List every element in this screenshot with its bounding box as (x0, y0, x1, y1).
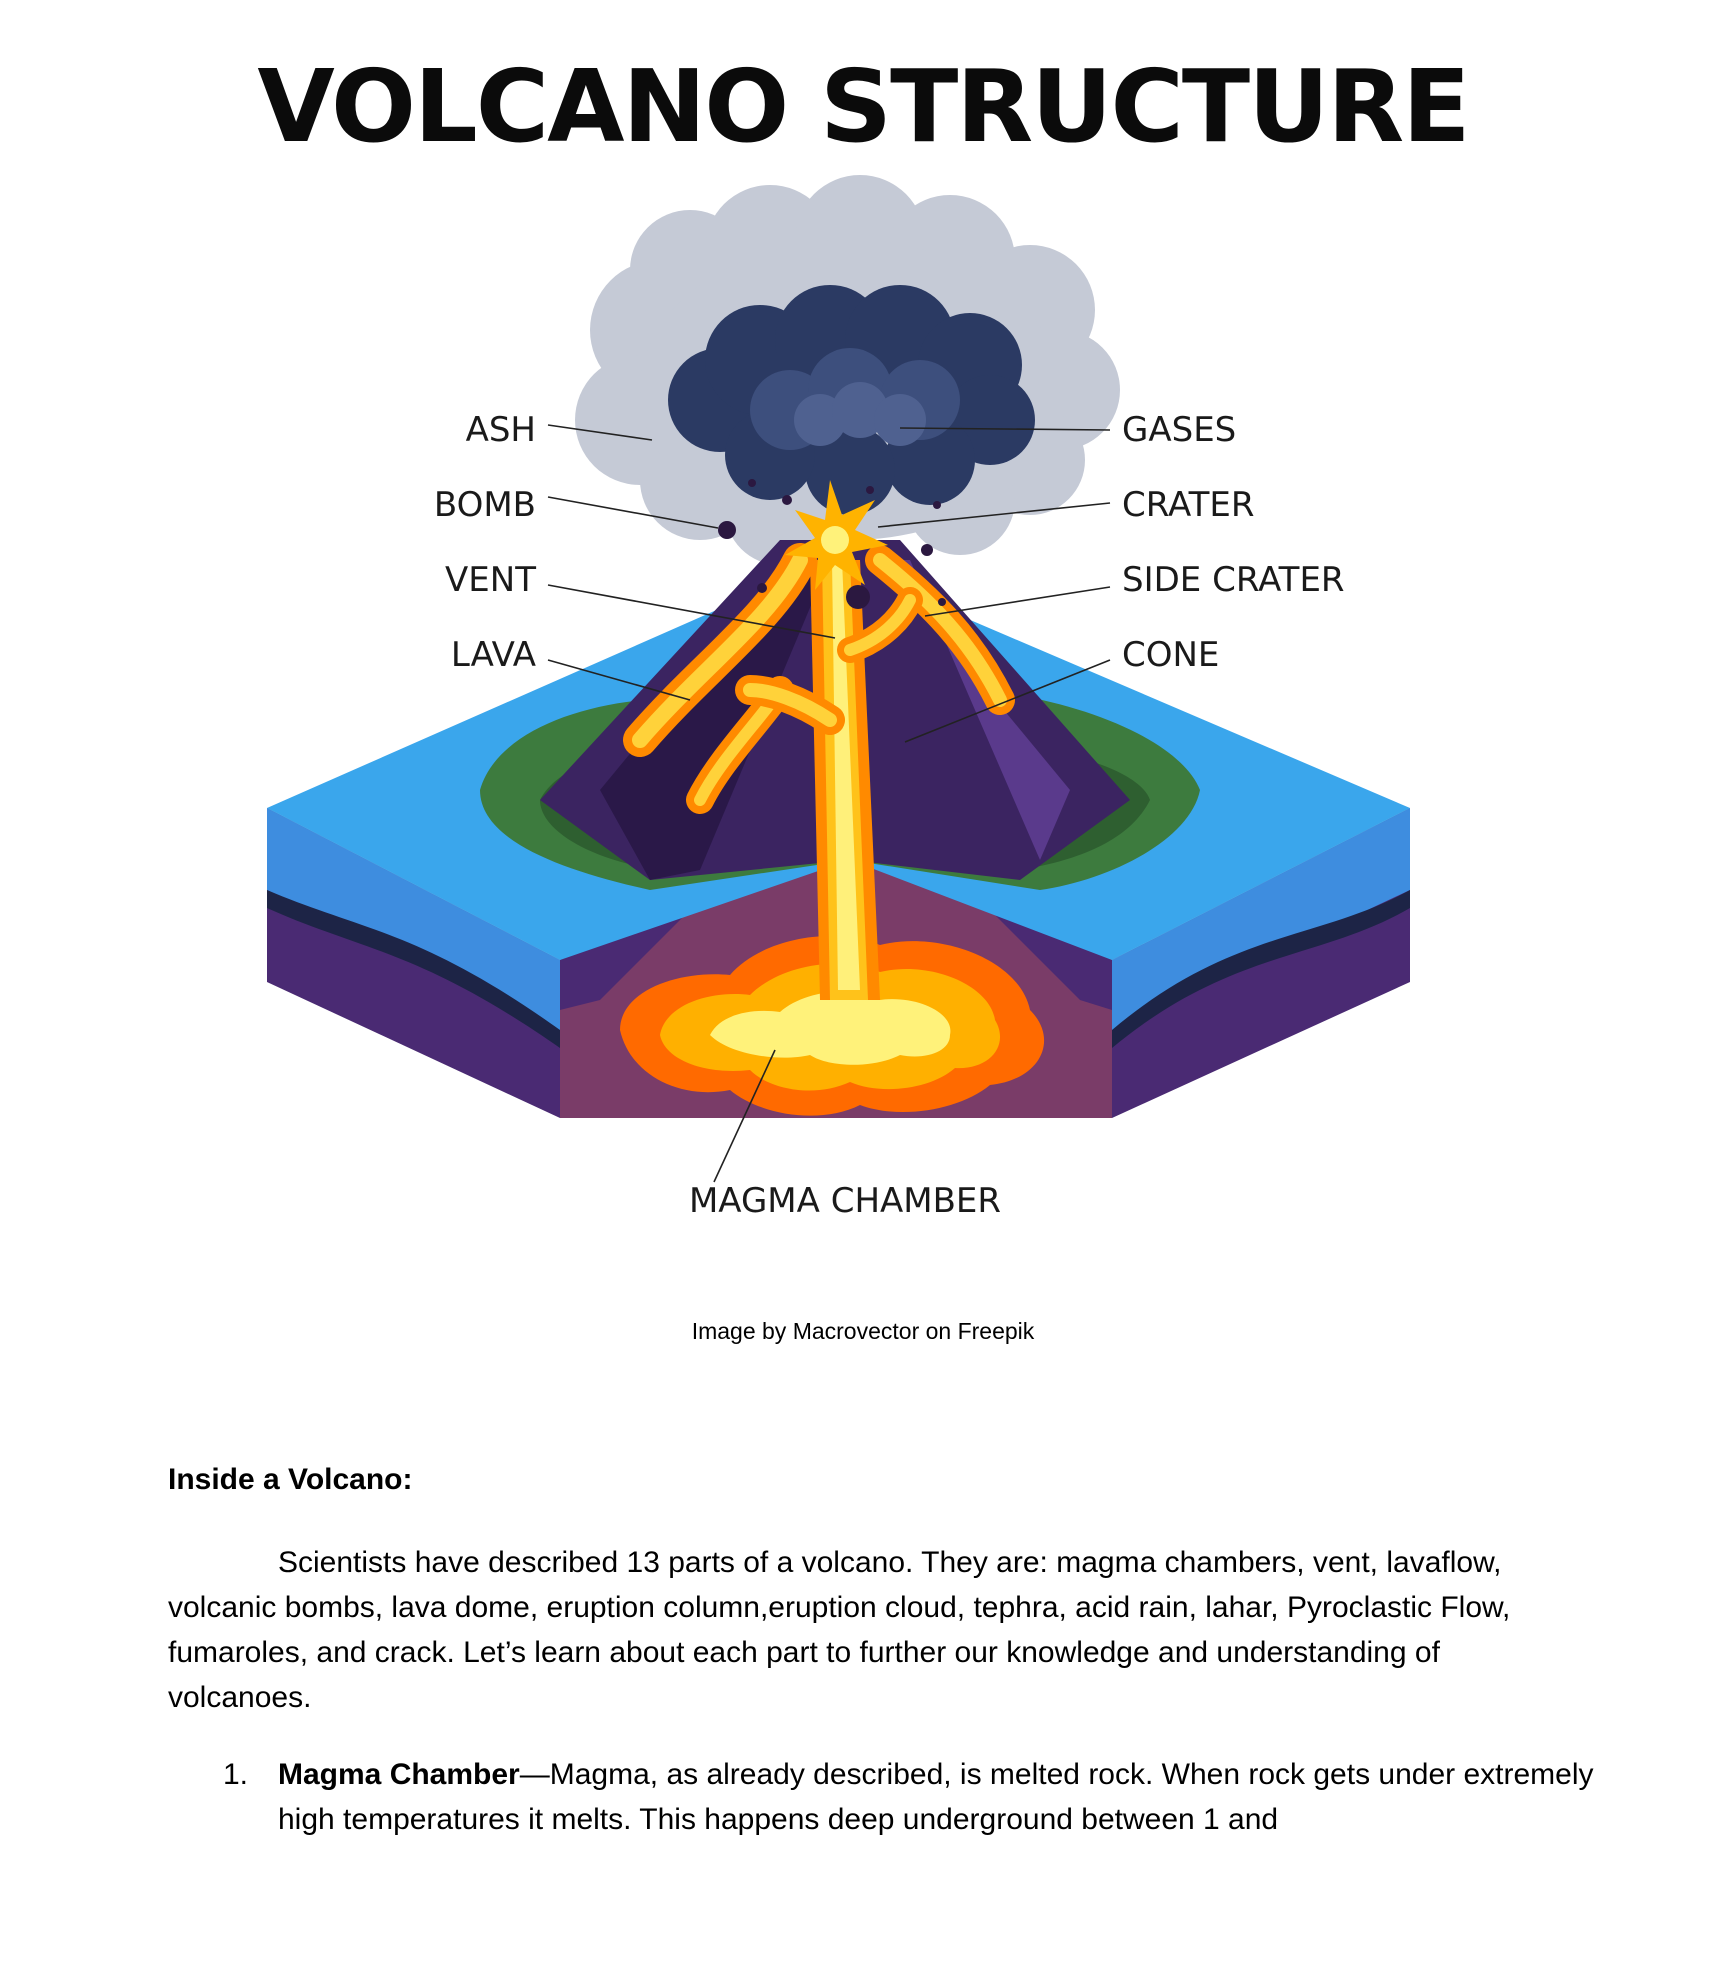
label-magma-chamber: MAGMA CHAMBER (688, 1181, 1002, 1221)
section-heading: Inside a Volcano: (168, 1463, 413, 1496)
label-crater: CRATER (1122, 485, 1255, 525)
label-side-crater: SIDE CRATER (1122, 560, 1345, 600)
intro-paragraph: Scientists have described 13 parts of a volcano. They are: magma chambers, vent, lavaflow, volcanic bombs, lava dome, eruption column,eruption cloud, tephra, acid rain, lahar, Pyroclastic Flow, fumaroles, and crack. Let’s learn about each part to further our knowledge and understanding of volcanoes. (168, 1546, 1511, 1714)
list-item-number: 1. (223, 1758, 249, 1791)
label-vent: VENT (445, 560, 536, 600)
list-item-body (278, 1752, 1598, 1842)
list-item-text: —Magma, as already described, is melted rock. When rock gets under extremely high temperatures it melts. This happens deep underground between 1 and (278, 1758, 1594, 1836)
page-title: VOLCANO STRUCTURE (257, 48, 1469, 165)
label-cone: CONE (1122, 635, 1220, 675)
label-bomb: BOMB (433, 485, 536, 525)
label-lava: LAVA (450, 635, 536, 675)
list-item (168, 1752, 1598, 1842)
list-item-term: Magma Chamber (278, 1758, 520, 1791)
label-gases: GASES (1122, 410, 1237, 450)
image-credit: Image by Macrovector on Freepik (691, 1318, 1035, 1344)
label-ash: ASH (465, 410, 536, 450)
